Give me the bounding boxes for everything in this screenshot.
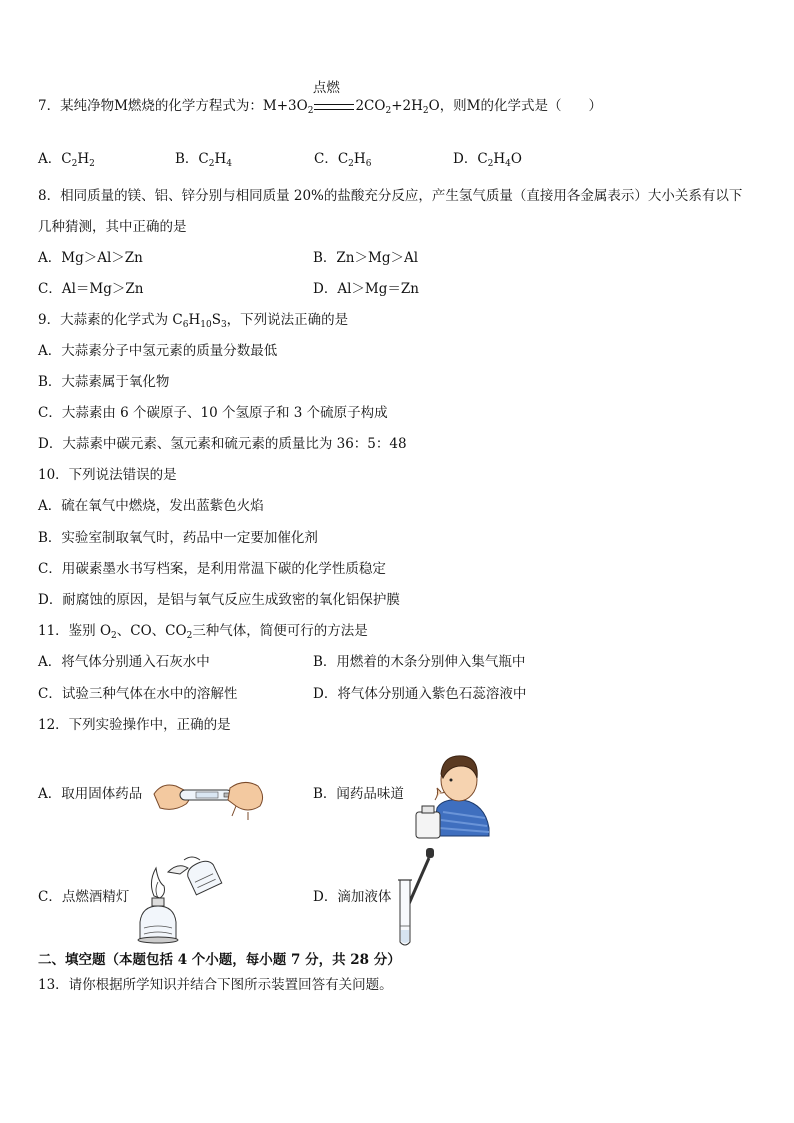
q7-option-a[interactable]: A．$C_2H_2$ bbox=[38, 151, 95, 169]
q7-option-b[interactable]: B．$C_2H_4$ bbox=[175, 151, 232, 169]
q11-option-b[interactable]: B．用燃着的木条分别伸入集气瓶中 bbox=[313, 654, 526, 670]
q7-equation: $M+3O_2$ 点燃 $2CO_2+2H_2O$ bbox=[262, 80, 440, 116]
q12-option-a[interactable]: A．取用固体药品 bbox=[38, 786, 143, 802]
q13-stem: 13．请你根据所学知识并结合下图所示装置回答有关问题。 bbox=[38, 977, 393, 993]
alcohol-lamp-illustration bbox=[134, 852, 226, 947]
q9-option-b[interactable]: B．大蒜素属于氧化物 bbox=[38, 374, 170, 390]
smelling-illustration bbox=[413, 748, 493, 840]
q7-stem-prefix: 7．某纯净物M燃烧的化学方程式为： bbox=[38, 98, 263, 114]
q10-stem: 10．下列说法错误的是 bbox=[38, 467, 177, 483]
q7-option-d[interactable]: D．$C_2H_4O$ bbox=[453, 151, 522, 169]
q9-option-c[interactable]: C．大蒜素由 6 个碳原子、10 个氢原子和 3 个硫原子构成 bbox=[38, 405, 388, 421]
q12-option-c[interactable]: C．点燃酒精灯 bbox=[38, 889, 130, 905]
q12-option-b[interactable]: B．闻药品味道 bbox=[313, 786, 404, 802]
solid-reagent-illustration bbox=[152, 772, 267, 822]
q7-stem bbox=[38, 80, 603, 116]
q11-option-c[interactable]: C．试验三种气体在水中的溶解性 bbox=[38, 686, 238, 702]
dropper-illustration bbox=[392, 846, 442, 950]
q8-stem-line2: 几种猜测，其中正确的是 bbox=[38, 219, 187, 235]
q10-option-c[interactable]: C．用碳素墨水书写档案，是利用常温下碳的化学性质稳定 bbox=[38, 561, 386, 577]
equation-double-line bbox=[314, 104, 354, 110]
q9-stem: 9．大蒜素的化学式为 $C_6H_{10}S_3$，下列说法正确的是 bbox=[38, 312, 349, 330]
q8-option-d[interactable]: D．Al＞Mg＝Zn bbox=[313, 281, 419, 297]
q10-option-b[interactable]: B．实验室制取氧气时，药品中一定要加催化剂 bbox=[38, 530, 318, 546]
q12-stem: 12．下列实验操作中，正确的是 bbox=[38, 717, 231, 733]
q9-option-d[interactable]: D．大蒜素中碳元素、氢元素和硫元素的质量比为 36：5：48 bbox=[38, 436, 407, 452]
q8-option-c[interactable]: C．Al＝Mg＞Zn bbox=[38, 281, 144, 297]
q8-stem-line1: 8．相同质量的镁、铝、锌分别与相同质量 20%的盐酸充分反应，产生氢气质量（直接用各金属表示）大小关系有以下 bbox=[38, 188, 743, 204]
q10-option-a[interactable]: A．硫在氧气中燃烧，发出蓝紫色火焰 bbox=[38, 498, 264, 514]
q11-option-d[interactable]: D．将气体分别通入紫色石蕊溶液中 bbox=[313, 686, 527, 702]
q7-option-c[interactable]: C．$C_2H_6$ bbox=[314, 151, 372, 169]
section-2-heading: 二、填空题（本题包括 4 个小题，每小题 7 分，共 28 分） bbox=[38, 952, 401, 968]
q9-option-a[interactable]: A．大蒜素分子中氢元素的质量分数最低 bbox=[38, 343, 278, 359]
q8-option-a[interactable]: A．Mg＞Al＞Zn bbox=[38, 250, 143, 266]
q10-option-d[interactable]: D．耐腐蚀的原因，是铝与氧气反应生成致密的氧化铝保护膜 bbox=[38, 592, 400, 608]
q8-option-b[interactable]: B．Zn＞Mg＞Al bbox=[313, 250, 419, 266]
reaction-condition: 点燃 bbox=[312, 80, 340, 96]
q12-option-d[interactable]: D．滴加液体 bbox=[313, 889, 392, 905]
q11-stem: 11．鉴别 $O_2$、CO、$CO_2$三种气体，简便可行的方法是 bbox=[38, 623, 368, 641]
q7-stem-suffix: ，则M的化学式是（ ） bbox=[439, 98, 603, 114]
q11-option-a[interactable]: A．将气体分别通入石灰水中 bbox=[38, 654, 210, 670]
